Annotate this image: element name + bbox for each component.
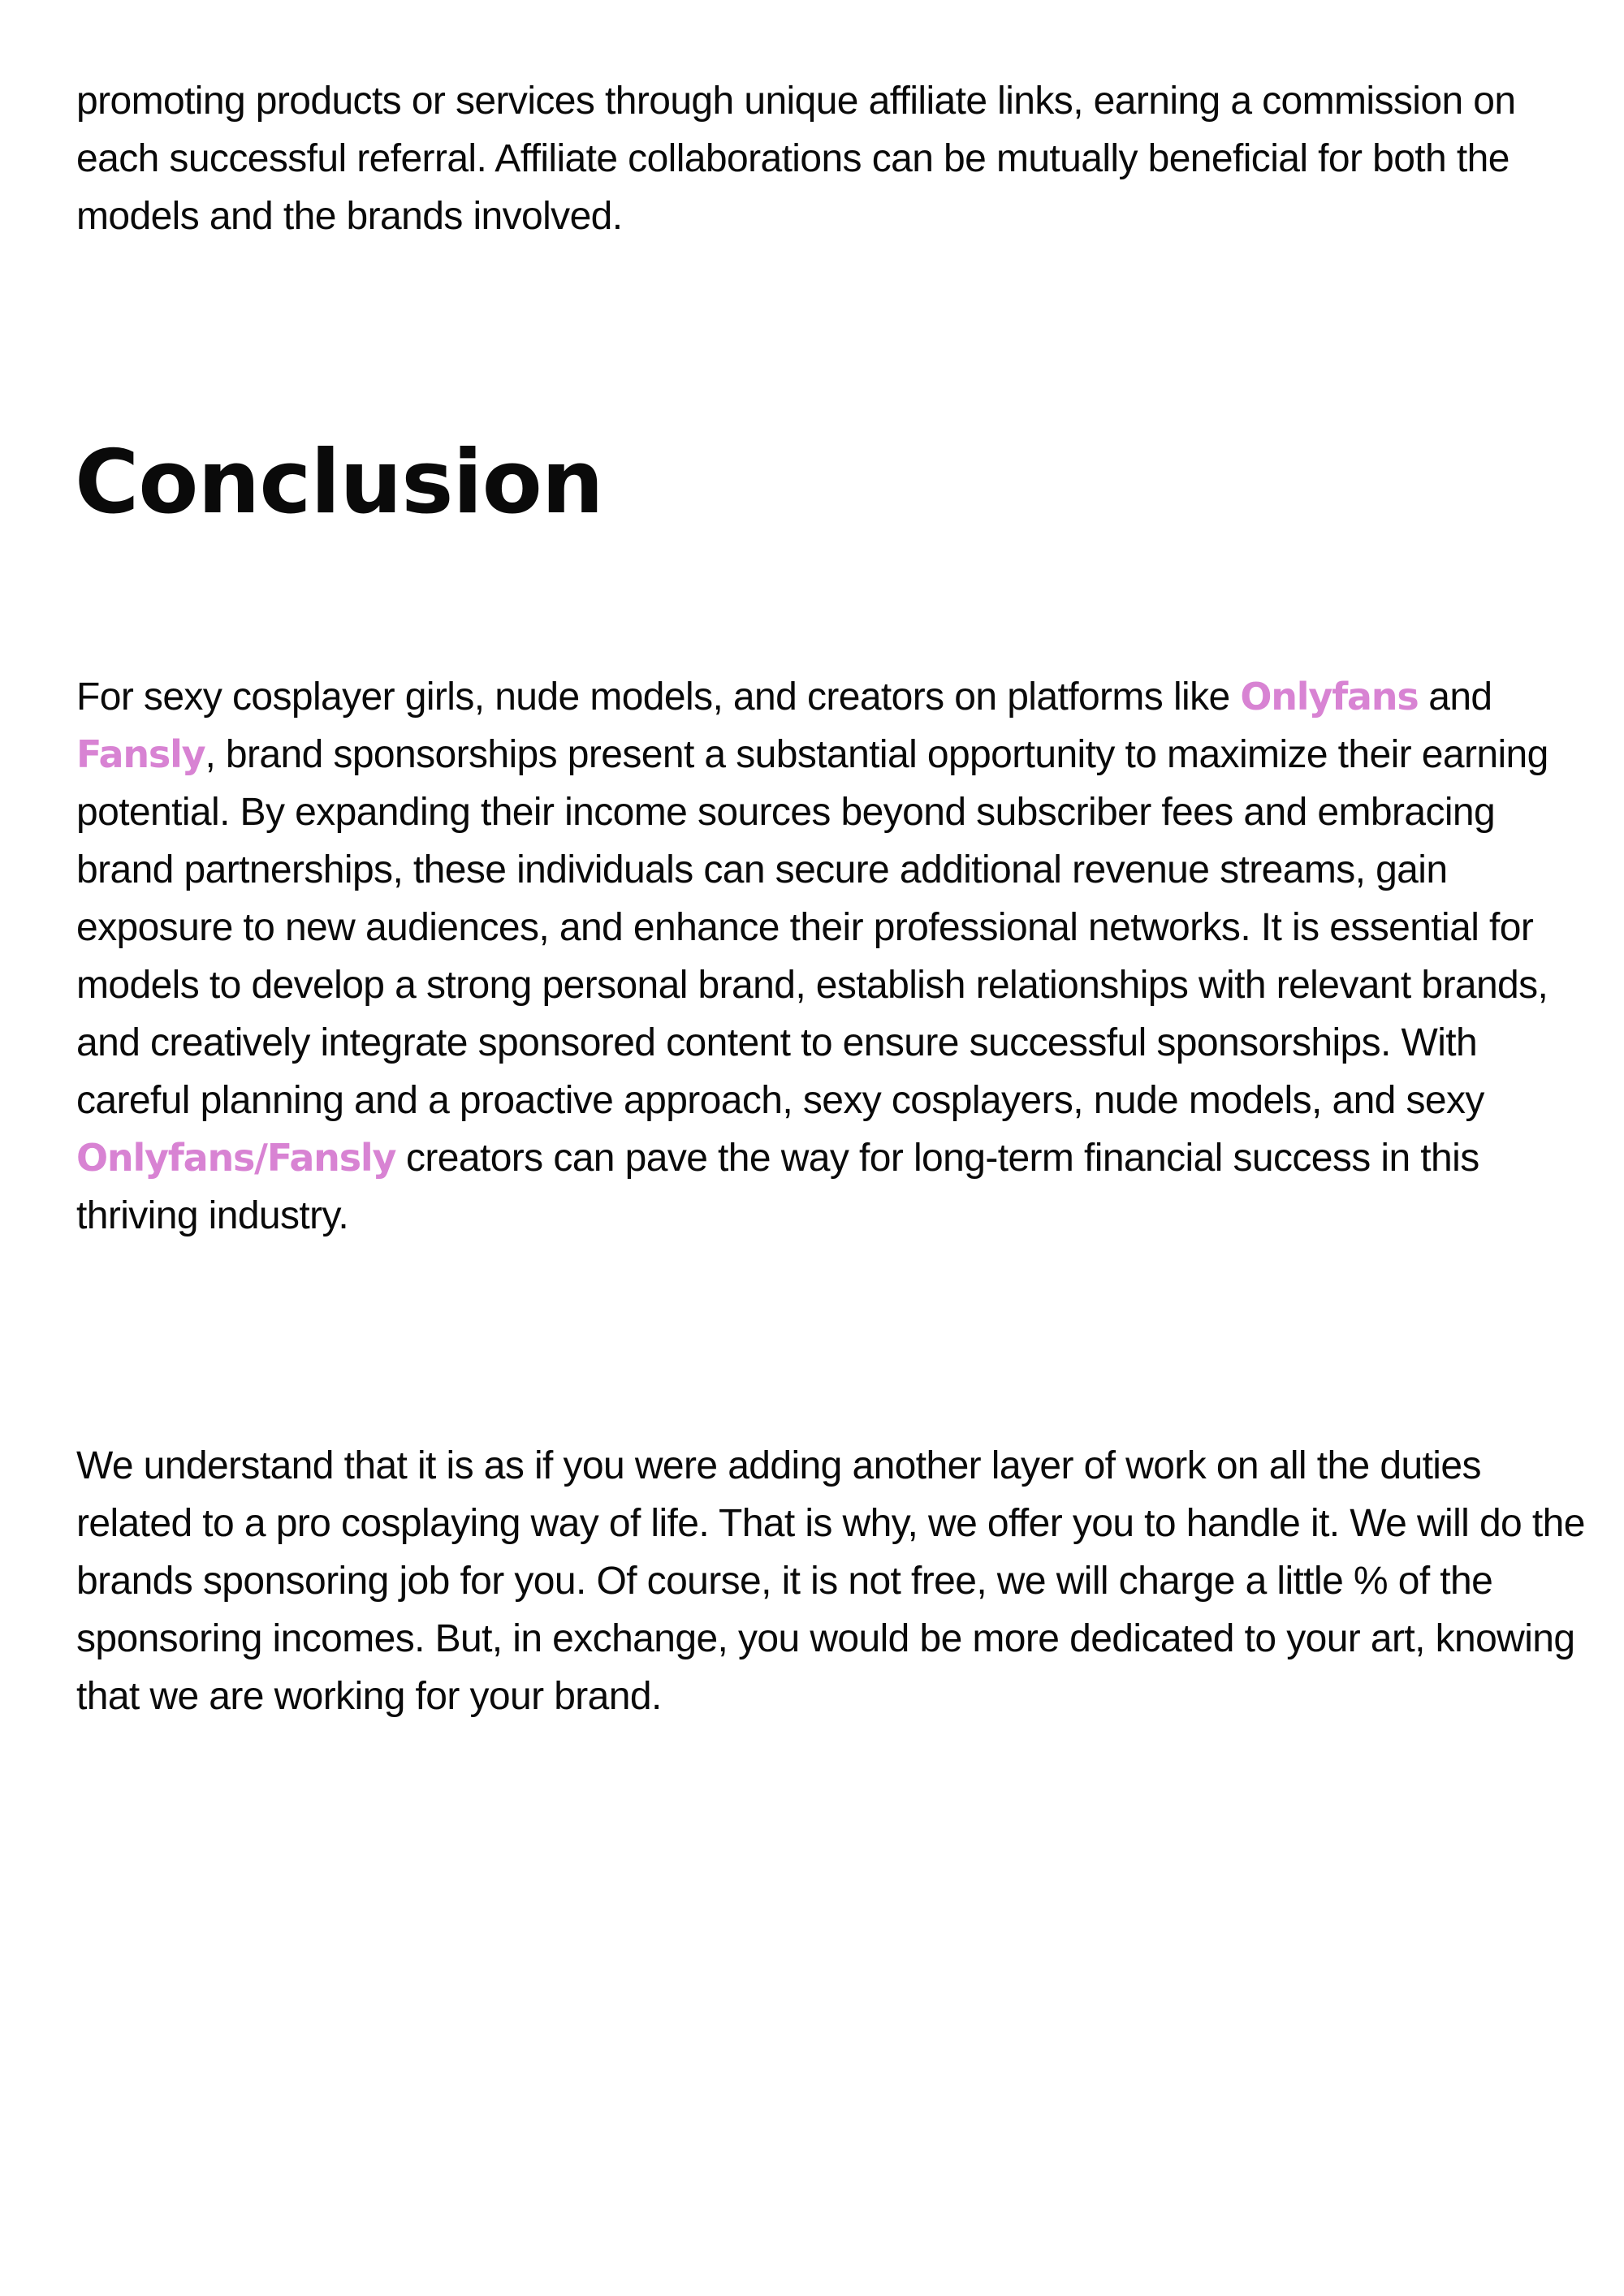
conclusion-text-1: For sexy cosplayer girls, nude models, and creators on platforms like — [76, 675, 1241, 719]
conclusion-heading: Conclusion — [75, 432, 603, 533]
conclusion-paragraph — [76, 668, 1587, 1245]
conclusion-text-4: creators can pave the way for long-term financial success in this thriving industry. — [76, 1137, 1479, 1237]
conclusion-text-3: , brand sponsorships present a substantial opportunity to maximize their earning potential. By expanding their income sources beyond subscriber fees and embracing brand partnerships, these individuals can secure additional revenue streams, gain exposure to new audiences, and enhance their professional networks. It is essential for models to develop a strong personal brand, establish relationships with relevant brands, and creatively integrate sponsored content to ensure successful sponsorships. With careful planning and a proactive approach, sexy cosplayers, nude models, and sexy — [76, 733, 1548, 1122]
offer-paragraph: We understand that it is as if you were adding another layer of work on all the duties related to a pro cosplaying way of life. That is why, we offer you to handle it. We will do the brands sponsoring job for you. Of course, it is not free, we will charge a little % of the sponsoring incomes. But, in exchange, you would be more dedicated to your art, knowing that we are working for your brand. — [76, 1444, 1585, 1718]
onlyfans-link[interactable]: Onlyfans — [1240, 675, 1419, 719]
intro-paragraph: promoting products or services through unique affiliate links, earning a commission on each successful referral. Affiliate collaborations can be mutually beneficial for both the models and the brands involved. — [76, 80, 1516, 238]
onlyfans-fansly-link[interactable]: Onlyfans/Fansly — [76, 1136, 396, 1180]
conclusion-text-2: and — [1418, 675, 1492, 719]
fansly-link[interactable]: Fansly — [76, 732, 205, 776]
